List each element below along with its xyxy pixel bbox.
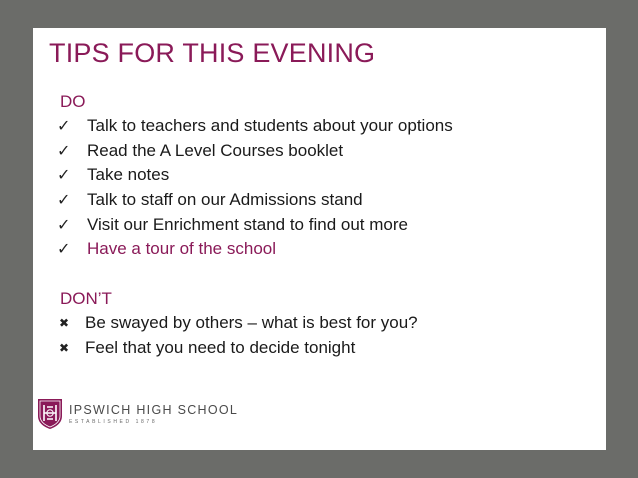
do-item bbox=[57, 114, 453, 139]
school-logo bbox=[37, 398, 238, 430]
do-item-text: Read the A Level Courses booklet bbox=[87, 140, 344, 160]
dont-list bbox=[57, 311, 418, 360]
slide bbox=[33, 28, 606, 450]
slide-title: TIPS FOR THIS EVENING bbox=[49, 38, 376, 68]
dont-item bbox=[57, 311, 418, 336]
do-heading: DO bbox=[60, 92, 86, 111]
school-name: IPSWICH HIGH SCHOOL bbox=[69, 403, 239, 417]
do-item-text: Talk to staff on our Admissions stand bbox=[87, 190, 363, 210]
do-list bbox=[57, 114, 453, 262]
do-item bbox=[57, 163, 453, 188]
check-icon: ✓ bbox=[57, 118, 71, 136]
do-item-text: Have a tour of the school bbox=[87, 239, 277, 259]
check-icon: ✓ bbox=[57, 167, 71, 185]
do-item-text: Visit our Enrichment stand to find out more bbox=[87, 214, 408, 234]
do-item-text: Take notes bbox=[87, 165, 170, 185]
school-tagline: ESTABLISHED 1878 bbox=[69, 419, 158, 425]
cross-icon: ✖ bbox=[59, 340, 70, 355]
dont-item bbox=[57, 336, 418, 361]
do-item bbox=[57, 212, 453, 237]
do-item bbox=[57, 188, 453, 213]
dont-heading: DON’T bbox=[60, 289, 112, 308]
check-icon: ✓ bbox=[57, 192, 71, 210]
check-icon: ✓ bbox=[57, 241, 71, 259]
do-item-text: Talk to teachers and students about your options bbox=[87, 116, 453, 136]
do-item-highlight bbox=[57, 237, 453, 262]
check-icon: ✓ bbox=[57, 216, 71, 234]
school-crest-icon bbox=[37, 398, 63, 430]
do-item bbox=[57, 139, 453, 164]
cross-icon: ✖ bbox=[59, 316, 70, 331]
dont-item-text: Be swayed by others – what is best for you? bbox=[85, 313, 418, 333]
check-icon: ✓ bbox=[57, 142, 71, 160]
dont-item-text: Feel that you need to decide tonight bbox=[85, 337, 356, 357]
